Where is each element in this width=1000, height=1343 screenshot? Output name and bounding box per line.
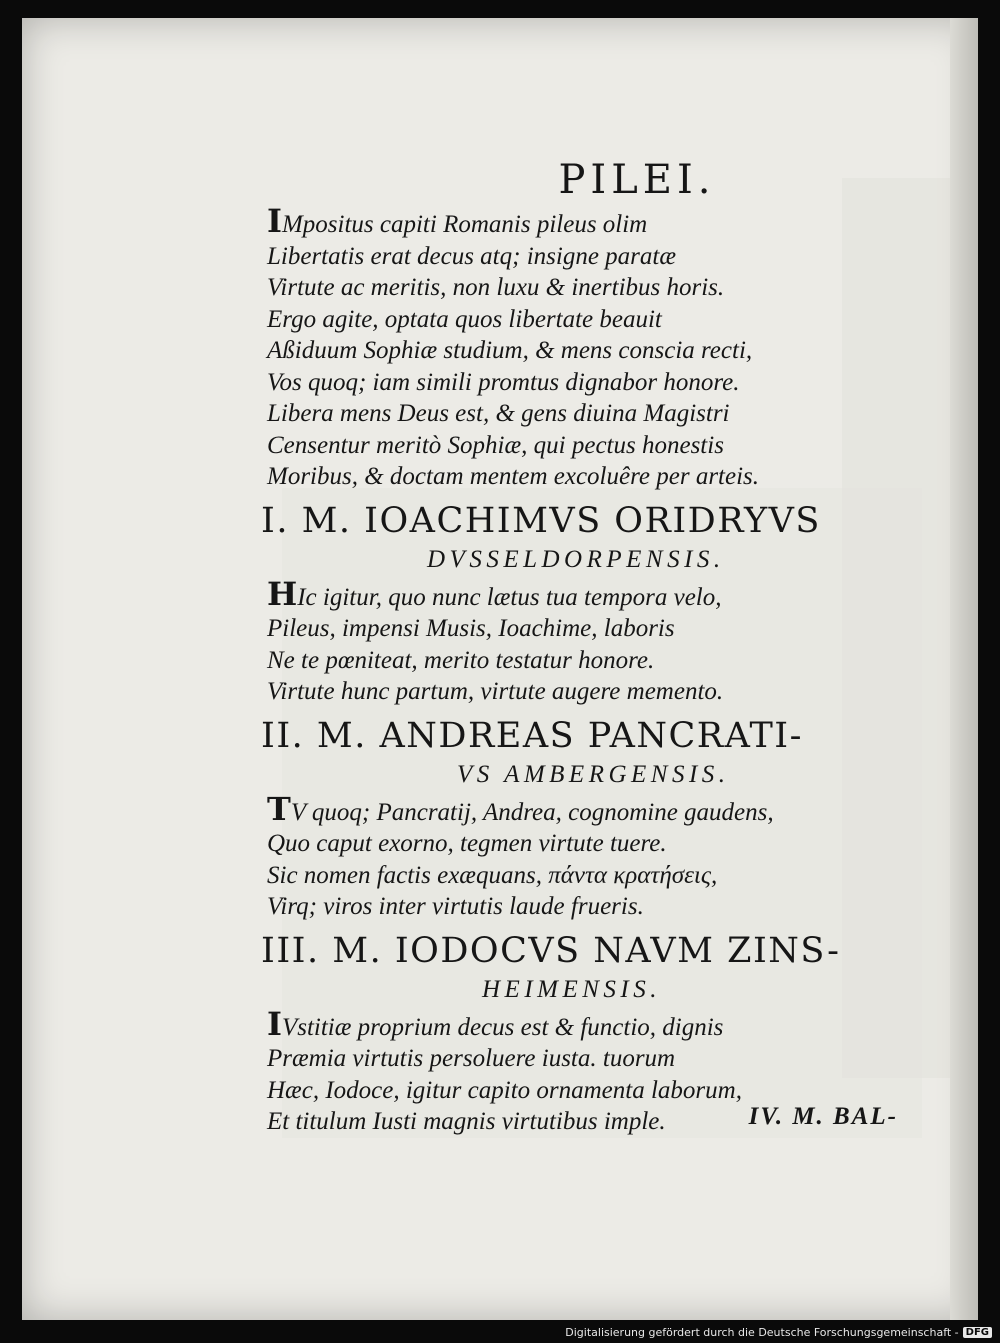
credit-text: Digitalisierung gefördert durch die Deutsche Forschungsgemeinschaft - <box>565 1326 959 1339</box>
catchword: IV. M. BAL- <box>748 1103 898 1130</box>
section-heading: III. M. IODOCVS NAVM ZINS- <box>261 930 841 971</box>
verse-line: Virtute hunc partum, virtute augere memento. <box>267 678 724 705</box>
verse-line: Quo caput exorno, tegmen virtute tuere. <box>267 830 667 857</box>
digitization-credit <box>565 1326 992 1339</box>
section-heading: I. M. IOACHIMVS ORIDRYVS <box>261 500 821 541</box>
verse-text: Mpositus capiti Romanis pileus olim <box>281 211 648 238</box>
page-title: PILEI. <box>558 157 716 203</box>
verse-line: Vos quoq; iam simili promtus dignabor honore. <box>267 368 740 396</box>
section-heading: II. M. ANDREAS PANCRATI- <box>261 715 803 756</box>
verse-line: Censentur meritò Sophiæ, qui pectus honestis <box>267 431 724 459</box>
verse-line <box>267 1004 947 1044</box>
section-oridryus <box>261 499 947 708</box>
verse-line <box>267 789 947 829</box>
verse-line: Virq; viros inter virtutis laude frueris. <box>267 893 644 920</box>
verse-line: Sic nomen factis exæquans, πάντα κρατήσεις, <box>267 861 718 889</box>
page-edge-shadow <box>950 18 978 1320</box>
drop-cap: I <box>267 1004 282 1043</box>
verse-line <box>267 574 947 614</box>
verse-line: Aßiduum Sophiæ studium, & mens conscia recti, <box>267 337 753 364</box>
verse-line: Ergo agite, optata quos libertate beauit <box>267 305 662 333</box>
verse-line: Hæc, Iodoce, igitur capito ornamenta laborum, <box>267 1076 742 1104</box>
verse-text: V quoq; Pancratij, Andrea, cognomine gaudens, <box>290 798 774 826</box>
verse-line: Præmia virtutis persoluere iusta. tuorum <box>267 1045 676 1072</box>
intro-poem <box>267 202 947 493</box>
main-text <box>261 157 947 1138</box>
section-subheading: HEIMENSIS. <box>482 975 661 1003</box>
verse-line: Ne te pœniteat, merito testatur honore. <box>267 646 655 674</box>
drop-cap: I <box>267 202 282 240</box>
verse-text: Ic igitur, quo nunc lætus tua tempora velo, <box>297 583 722 611</box>
section-pancratius <box>261 714 947 923</box>
verse-line: Virtute ac meritis, non luxu & inertibus horis. <box>267 274 725 301</box>
drop-cap: H <box>267 574 298 613</box>
verse-line: Libertatis erat decus atq; insigne paratæ <box>267 242 677 270</box>
verse-line: Et titulum Iusti magnis virtutibus imple. <box>267 1108 666 1135</box>
verse-line <box>267 202 947 241</box>
scanned-page <box>22 18 978 1320</box>
verse-line: Pileus, impensi Musis, Ioachime, laboris <box>267 615 675 642</box>
section-subheading: DVSSELDORPENSIS. <box>427 545 725 573</box>
verse-text: Vstitiæ proprium decus est & functio, dignis <box>281 1013 724 1041</box>
verse-line: Libera mens Deus est, & gens diuina Magistri <box>267 400 730 427</box>
drop-cap: T <box>267 789 291 828</box>
section-subheading: VS AMBERGENSIS. <box>457 760 730 788</box>
dfg-logo-icon: DFG <box>963 1327 992 1338</box>
verse-line: Moribus, & doctam mentem excoluêre per arteis. <box>267 463 760 490</box>
